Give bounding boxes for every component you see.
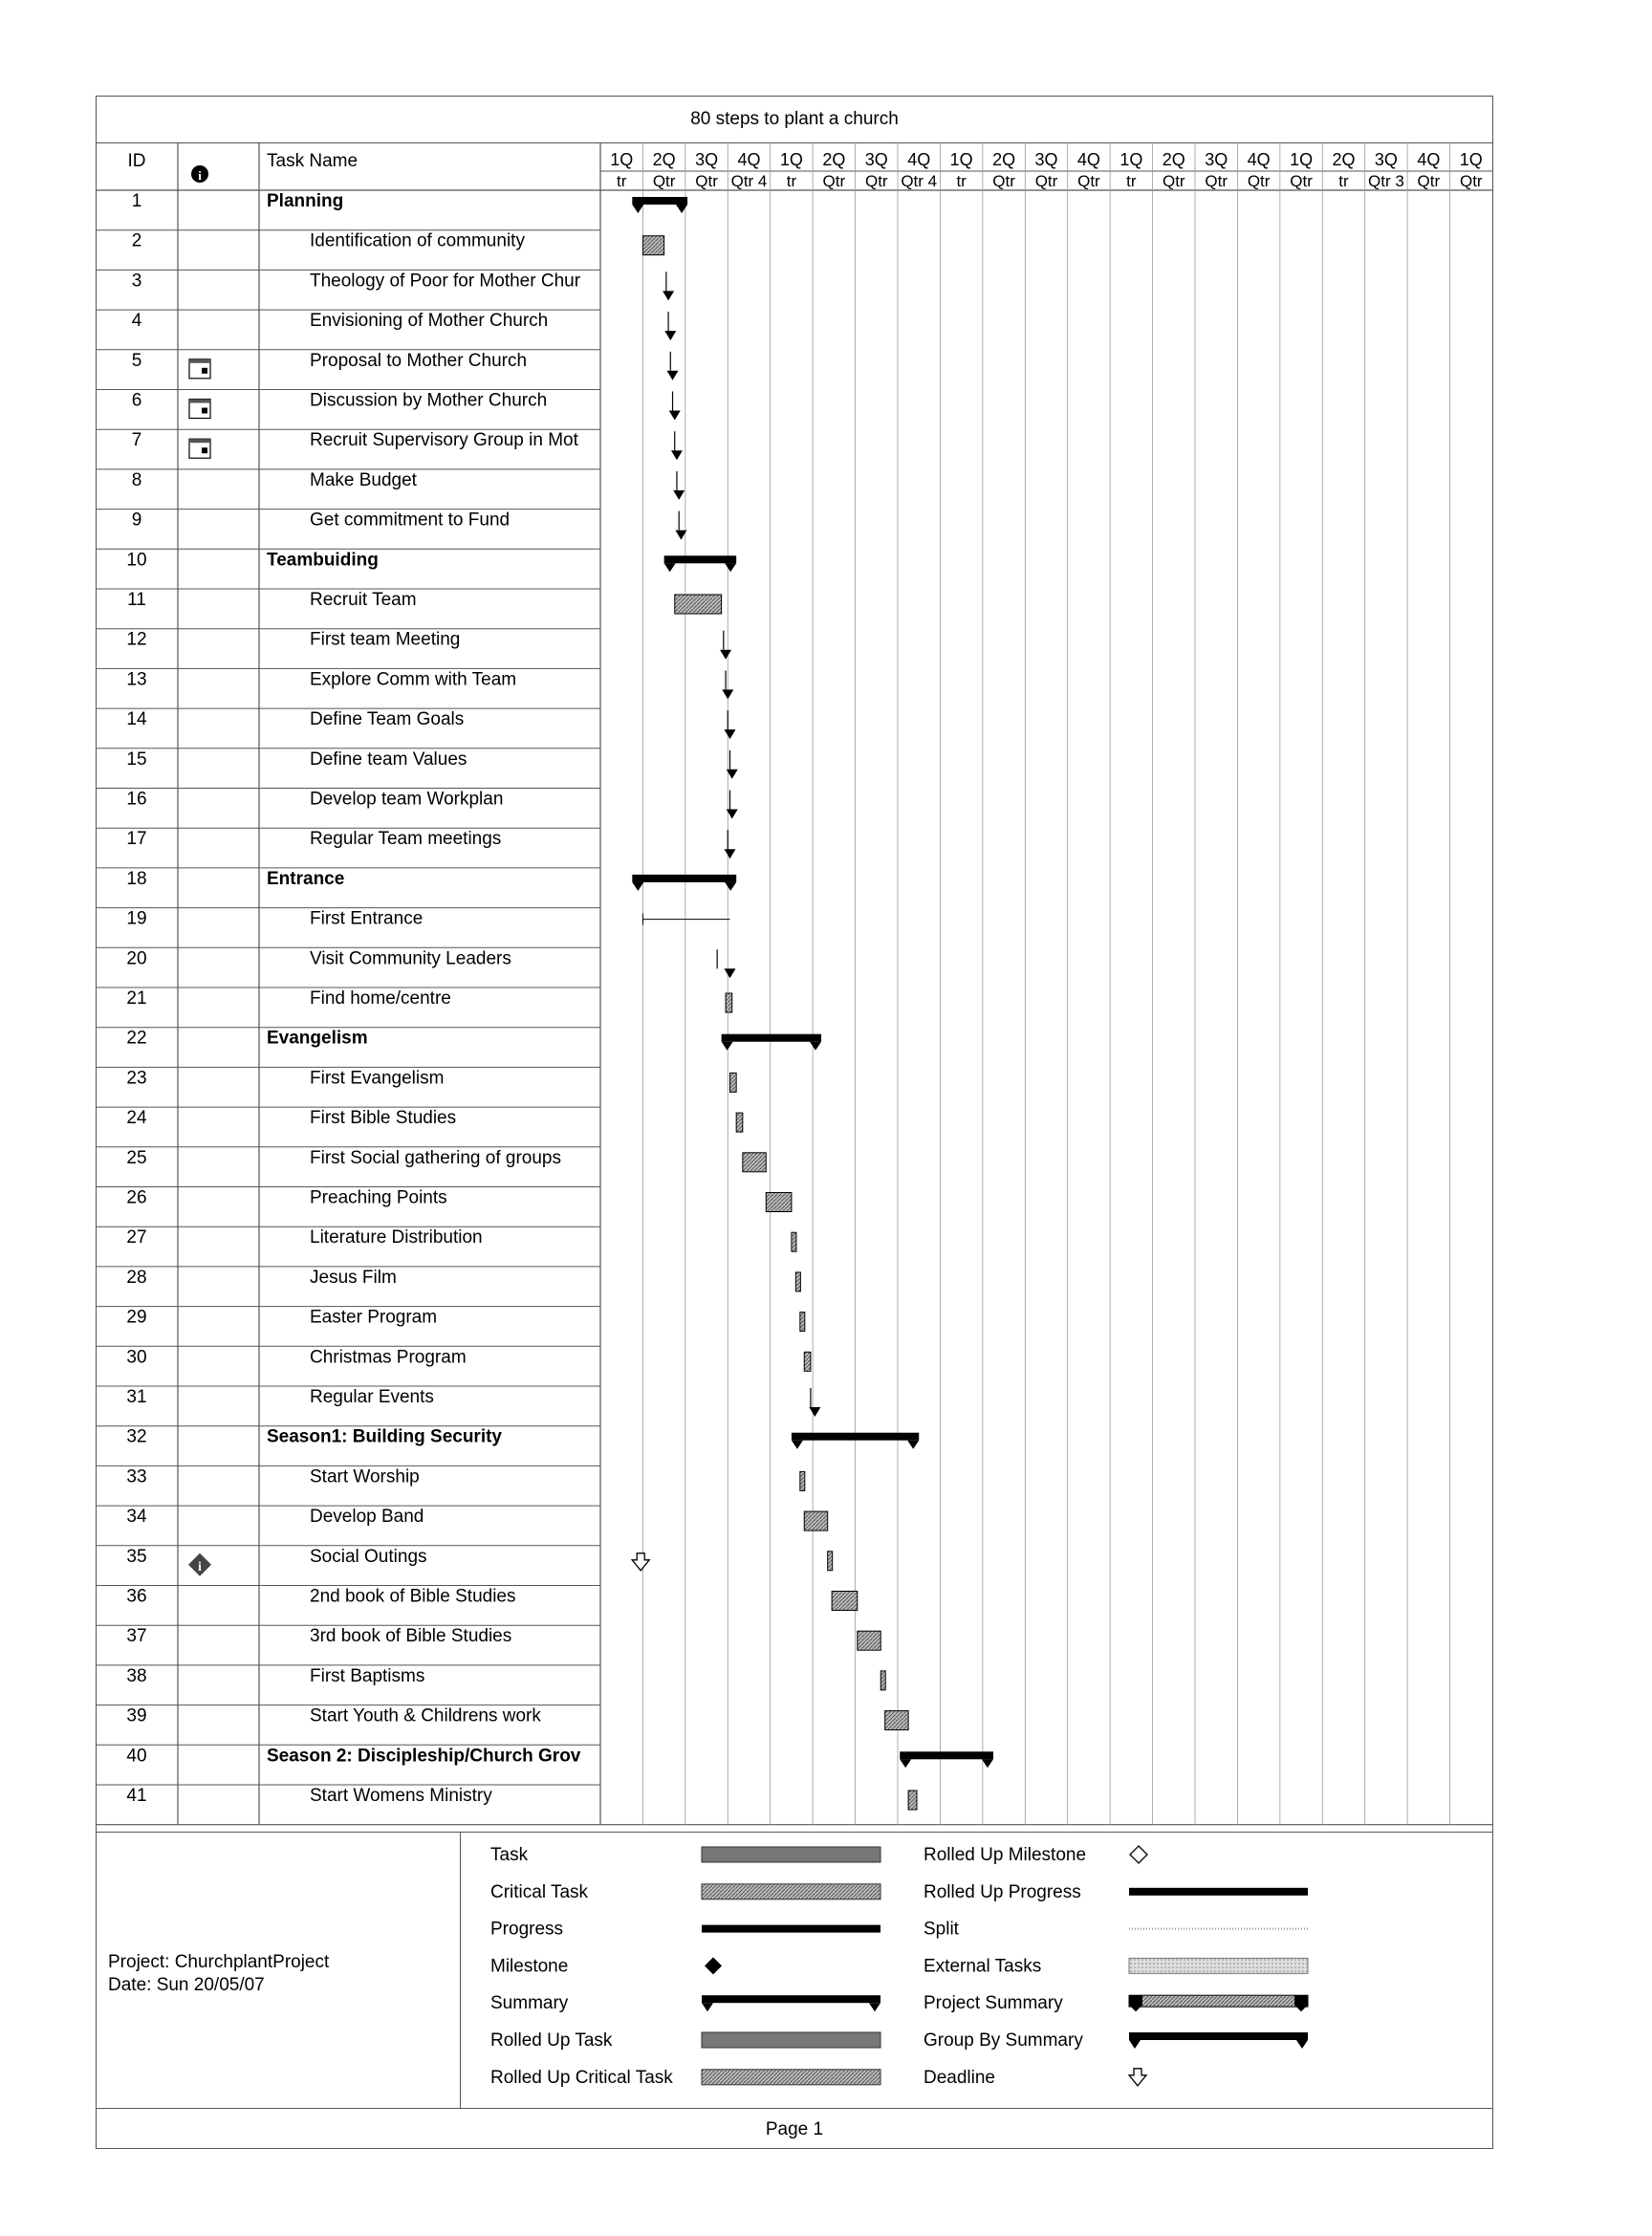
legend-swatch-left <box>705 1957 722 1974</box>
dependency-arrow <box>725 729 736 739</box>
task-name: 3rd book of Bible Studies <box>310 1626 512 1647</box>
task-id: 19 <box>126 908 147 929</box>
timescale-top-label: 1Q <box>1290 150 1314 169</box>
dependency-arrow <box>664 331 676 340</box>
summary-task-name: Season 2: Discipleship/Church Grov <box>267 1746 581 1767</box>
task-id: 9 <box>131 510 142 531</box>
summary-bar-22 <box>722 1034 821 1051</box>
calendar-mark <box>202 408 207 414</box>
task-name: Discussion by Mother Church <box>310 390 548 411</box>
timescale-bottom-label: Qtr 3 <box>1368 172 1404 190</box>
group-summary-swatch-start <box>1129 2040 1141 2049</box>
critical-task-bar-2 <box>642 236 663 255</box>
task-name: First Evangelism <box>310 1068 445 1089</box>
timescale-top-label: 3Q <box>695 150 719 169</box>
task-name: First Entrance <box>310 908 424 929</box>
task-id: 1 <box>131 191 142 211</box>
task-name: Develop Band <box>310 1507 424 1528</box>
critical-task-bar-36 <box>832 1592 858 1611</box>
timescale-top-label: 3Q <box>1374 150 1398 169</box>
dependency-arrow <box>722 689 733 699</box>
link-task-17 <box>725 830 736 858</box>
critical-task-bar-25 <box>743 1153 766 1172</box>
task-name: Recruit Team <box>310 590 417 610</box>
timescale-top-label: 4Q <box>1076 150 1100 169</box>
task-id: 22 <box>126 1028 147 1049</box>
legend-swatch-left <box>702 2032 880 2048</box>
task-id: 23 <box>126 1068 147 1089</box>
timescale-bottom-label: Qtr <box>695 172 718 190</box>
summary-end-cap <box>907 1441 919 1449</box>
link-task-14 <box>725 710 736 739</box>
timescale-bottom-label: Qtr <box>1459 172 1483 190</box>
task-id: 14 <box>126 709 147 730</box>
dependency-arrow <box>725 968 736 978</box>
task-id: 26 <box>126 1187 147 1208</box>
summary-bar-40 <box>900 1751 993 1768</box>
link-task-5 <box>667 352 679 380</box>
timescale-bottom-label: Qtr <box>1247 172 1271 190</box>
summary-bar <box>722 1034 821 1042</box>
link-task-7 <box>671 431 683 460</box>
legend-label-right: Deadline <box>924 2067 995 2088</box>
task-id: 6 <box>131 390 142 411</box>
task-id: 15 <box>126 749 147 770</box>
link-task-31 <box>809 1388 820 1417</box>
task-id: 7 <box>131 430 142 451</box>
timescale-bottom-label: tr <box>1338 172 1349 190</box>
legend-swatch-left <box>702 1884 880 1900</box>
task-name: First Bible Studies <box>310 1108 457 1129</box>
task-swatch <box>702 1847 880 1862</box>
task-name: Develop team Workplan <box>310 789 504 810</box>
legend-swatch-left <box>702 1847 880 1862</box>
critical-task-bar-38 <box>880 1671 885 1690</box>
legend-swatch-right <box>1129 2069 1146 2086</box>
task-name: Identification of community <box>310 230 525 251</box>
timescale-bottom-label: Qtr <box>1290 172 1313 190</box>
summary-start-cap <box>632 882 643 891</box>
task-name: 2nd book of Bible Studies <box>310 1586 516 1607</box>
critical-task-bar-41 <box>908 1791 917 1810</box>
timescale-top-label: 4Q <box>737 150 761 169</box>
dependency-arrow <box>669 411 681 421</box>
task-id: 13 <box>126 669 147 690</box>
task-name: Social Outings <box>310 1546 427 1567</box>
task-name: Proposal to Mother Church <box>310 350 528 371</box>
timescale-bottom-label: Qtr 4 <box>901 172 938 190</box>
task-name: Get commitment to Fund <box>310 510 511 531</box>
task-id: 18 <box>126 868 147 889</box>
timescale-bottom-label: Qtr <box>822 172 846 190</box>
calendar-header <box>189 439 210 443</box>
task-id: 41 <box>126 1786 147 1806</box>
task-name: Jesus Film <box>310 1267 397 1288</box>
task-name: Define Team Goals <box>310 709 465 730</box>
rolled-up-milestone-swatch <box>1130 1846 1147 1863</box>
task-name: Envisioning of Mother Church <box>310 311 549 332</box>
timescale-top-label: 2Q <box>652 150 676 169</box>
link-task-8 <box>673 471 685 500</box>
calendar-mark <box>202 368 207 374</box>
summary-task-name: Planning <box>267 191 344 211</box>
project-name: Project: ChurchplantProject <box>108 1952 330 1972</box>
task-name: Christmas Program <box>310 1347 467 1368</box>
legend-label-left: Progress <box>490 1919 564 1940</box>
link-task-4 <box>664 312 676 340</box>
summary-bar-1 <box>632 197 687 213</box>
timescale-bottom-label: Qtr <box>992 172 1015 190</box>
legend-label-left: Critical Task <box>490 1881 589 1902</box>
task-id: 21 <box>126 988 147 1009</box>
project-summary-swatch-end <box>1294 1995 1308 2011</box>
timescale-bottom-label: Qtr <box>1077 172 1100 190</box>
timescale-top-label: 3Q <box>1034 150 1058 169</box>
summary-bar <box>664 555 737 563</box>
legend-label-left: Summary <box>490 1993 569 2014</box>
legend-label-left: Rolled Up Critical Task <box>490 2067 673 2088</box>
timescale-bottom-label: Qtr <box>1417 172 1441 190</box>
summary-start-cap <box>632 205 643 213</box>
task-id: 37 <box>126 1626 147 1647</box>
dependency-arrow <box>667 371 679 380</box>
project-summary-swatch-bar <box>1129 1995 1308 2007</box>
task-id: 29 <box>126 1307 147 1328</box>
task-id: 33 <box>126 1466 147 1487</box>
summary-bar-10 <box>664 555 737 572</box>
legend <box>97 1832 1494 2118</box>
timescale-top-label: 4Q <box>1247 150 1271 169</box>
external-tasks-swatch <box>1129 1958 1308 1973</box>
critical-task-swatch <box>702 1884 880 1900</box>
timescale-top-label: 1Q <box>1459 150 1483 169</box>
gantt-page-frame <box>96 96 1493 2149</box>
dependency-arrow <box>720 650 731 660</box>
critical-task-bar-23 <box>730 1073 737 1092</box>
legend-label-left: Rolled Up Task <box>490 2030 613 2051</box>
task-id: 40 <box>126 1746 147 1767</box>
calendar-header <box>189 359 210 363</box>
legend-label-right: Project Summary <box>924 1993 1063 2014</box>
task-name: First Social gathering of groups <box>310 1147 561 1168</box>
summary-end-cap <box>725 563 736 572</box>
critical-task-bar-34 <box>804 1511 827 1530</box>
summary-task-name: Evangelism <box>267 1028 368 1049</box>
column-header-id: ID <box>127 151 146 171</box>
dependency-arrow <box>725 849 736 858</box>
task-name: Regular Team meetings <box>310 829 502 850</box>
calendar-icon <box>189 400 210 419</box>
gantt-chart <box>97 97 1494 1832</box>
task-id: 11 <box>127 590 146 610</box>
summary-start-cap <box>792 1441 803 1449</box>
link-task-20 <box>717 949 735 978</box>
timescale-bottom-label: Qtr <box>1162 172 1185 190</box>
dependency-arrow <box>663 291 674 300</box>
legend-label-right: Split <box>924 1919 959 1940</box>
task-id: 5 <box>131 350 142 371</box>
task-id: 31 <box>126 1387 147 1407</box>
calendar-mark <box>202 447 207 453</box>
task-name: Make Budget <box>310 469 417 490</box>
link-task-3 <box>663 271 674 300</box>
deadline-swatch <box>1129 2069 1146 2086</box>
legend-swatch-left <box>702 2070 880 2085</box>
timescale-top-label: 1Q <box>1119 150 1143 169</box>
calendar-icon <box>189 359 210 379</box>
timescale-bottom-label: Qtr <box>652 172 676 190</box>
timescale-top-label: 2Q <box>1162 150 1185 169</box>
task-name: Start Worship <box>310 1466 420 1487</box>
critical-task-bar-21 <box>726 993 732 1012</box>
timescale-bottom-label: tr <box>956 172 967 190</box>
task-id: 17 <box>126 829 147 850</box>
summary-swatch-start <box>702 2003 713 2011</box>
task-name: Regular Events <box>310 1387 434 1407</box>
summary-bar <box>632 197 687 205</box>
timescale-bottom-label: Qtr 4 <box>730 172 768 190</box>
critical-task-bar-27 <box>792 1232 796 1251</box>
legend-swatch-right <box>1129 1995 1308 2011</box>
timescale-top-label: 2Q <box>1332 150 1356 169</box>
info-diamond-glyph: i <box>198 1559 202 1574</box>
timescale-top-label: 1Q <box>779 150 803 169</box>
dependency-arrow <box>671 450 683 460</box>
task-name: Theology of Poor for Mother Chur <box>310 271 581 292</box>
dependency-arrow <box>809 1407 820 1417</box>
task-id: 3 <box>131 271 142 292</box>
info-icon-glyph: i <box>198 168 202 183</box>
timescale-top-label: 1Q <box>949 150 973 169</box>
calendar-header <box>189 400 210 403</box>
timescale-bottom-label: Qtr <box>864 172 888 190</box>
legend-label-right: Rolled Up Progress <box>924 1881 1081 1902</box>
summary-swatch-end <box>869 2003 880 2011</box>
task-name: Find home/centre <box>310 988 451 1009</box>
legend-swatch-right <box>1130 1846 1147 1863</box>
timescale-bottom-label: Qtr <box>1034 172 1058 190</box>
task-id: 39 <box>126 1705 147 1726</box>
task-id: 10 <box>126 550 147 571</box>
timescale-bottom-label: tr <box>1126 172 1137 190</box>
link-task-6 <box>669 392 681 421</box>
task-id: 30 <box>126 1347 147 1368</box>
task-name: Visit Community Leaders <box>310 948 511 969</box>
summary-task-name: Season1: Building Security <box>267 1426 502 1447</box>
timescale-top-label: 3Q <box>864 150 888 169</box>
rolled-up-task-swatch <box>702 2032 880 2048</box>
task-id: 24 <box>126 1108 147 1129</box>
timescale-top-label: 1Q <box>610 150 634 169</box>
task-id: 28 <box>126 1267 147 1288</box>
critical-task-bar-29 <box>800 1313 805 1332</box>
chart-title: 80 steps to plant a church <box>97 97 1492 143</box>
legend-swatch-right <box>1129 1958 1308 1973</box>
critical-task-bar-28 <box>795 1272 800 1292</box>
legend-swatch-right <box>1129 2032 1308 2049</box>
project-summary-swatch-start <box>1129 1995 1142 2011</box>
critical-task-bar-30 <box>804 1352 811 1371</box>
task-name: First team Meeting <box>310 629 461 650</box>
summary-end-cap <box>725 882 736 891</box>
column-header-task-name: Task Name <box>267 151 359 171</box>
task-id: 38 <box>126 1665 147 1686</box>
summary-start-cap <box>722 1042 733 1051</box>
task-name: Start Womens Ministry <box>310 1786 492 1806</box>
legend-label-left: Milestone <box>490 1956 569 1977</box>
critical-task-bar-11 <box>675 595 722 614</box>
task-name: Start Youth & Childrens work <box>310 1705 541 1726</box>
summary-end-cap <box>676 205 687 213</box>
critical-task-bar-39 <box>885 1711 908 1730</box>
link-task-12 <box>720 631 731 660</box>
dependency-arrow <box>673 490 685 500</box>
legend-swatch-right <box>1129 1888 1308 1896</box>
deadline-info-icon <box>188 1553 211 1576</box>
legend-swatch-left <box>702 1995 880 2011</box>
summary-swatch-bar <box>702 1995 880 2003</box>
task-name: Define team Values <box>310 749 467 770</box>
summary-start-cap <box>664 563 676 572</box>
task-id: 25 <box>126 1147 147 1168</box>
legend-label-right: Group By Summary <box>924 2030 1083 2051</box>
task-id: 34 <box>126 1507 147 1528</box>
info-icon <box>191 165 208 183</box>
timescale-top-label: 3Q <box>1205 150 1228 169</box>
calendar-icon <box>189 439 210 458</box>
page-footer: Page 1 <box>97 2108 1492 2151</box>
task-name: First Baptisms <box>310 1665 425 1686</box>
summary-task-name: Teambuiding <box>267 550 379 571</box>
timescale-bottom-label: Qtr <box>1205 172 1228 190</box>
group-summary-swatch-end <box>1296 2040 1308 2049</box>
legend-label-right: External Tasks <box>924 1956 1042 1977</box>
task-name: Explore Comm with Team <box>310 669 517 690</box>
task-id: 16 <box>126 789 147 810</box>
legend-label-left: Task <box>490 1845 529 1865</box>
rolled-up-critical-task-swatch <box>702 2070 880 2085</box>
timescale-top-label: 4Q <box>907 150 931 169</box>
summary-bar-18 <box>632 875 736 891</box>
deadline-marker <box>632 1553 649 1571</box>
task-id: 32 <box>126 1426 147 1447</box>
task-id: 8 <box>131 469 142 490</box>
summary-end-cap <box>982 1759 993 1768</box>
timescale-bottom-label: tr <box>617 172 627 190</box>
legend-label-right: Rolled Up Milestone <box>924 1845 1087 1865</box>
timescale-top-label: 2Q <box>992 150 1016 169</box>
task-name: Recruit Supervisory Group in Mot <box>310 430 578 451</box>
task-id: 36 <box>126 1586 147 1607</box>
group-summary-swatch-bar <box>1129 2032 1308 2040</box>
timescale-bottom-label: tr <box>786 172 797 190</box>
timescale-top-label: 4Q <box>1417 150 1441 169</box>
progress-swatch <box>702 1925 880 1933</box>
project-date: Date: Sun 20/05/07 <box>108 1975 265 1995</box>
milestone-swatch <box>705 1957 722 1974</box>
summary-bar <box>900 1751 993 1759</box>
critical-task-bar-33 <box>800 1471 805 1490</box>
legend-swatch-left <box>702 1925 880 1933</box>
task-name: Preaching Points <box>310 1187 447 1208</box>
critical-task-bar-37 <box>858 1631 880 1650</box>
critical-task-bar-26 <box>766 1193 792 1212</box>
rolled-up-progress-swatch <box>1129 1888 1308 1896</box>
task-id: 20 <box>126 948 147 969</box>
task-name: Easter Program <box>310 1307 438 1328</box>
critical-task-bar-35 <box>828 1552 833 1571</box>
summary-bar <box>792 1433 919 1441</box>
summary-bar <box>632 875 736 882</box>
task-id: 2 <box>131 230 142 251</box>
summary-task-name: Entrance <box>267 868 345 889</box>
critical-task-bar-24 <box>736 1113 743 1132</box>
task-name: Literature Distribution <box>310 1227 483 1248</box>
task-id: 27 <box>126 1227 147 1248</box>
task-id: 4 <box>131 311 142 332</box>
summary-end-cap <box>810 1042 821 1051</box>
summary-start-cap <box>900 1759 911 1768</box>
task-id: 35 <box>126 1546 147 1567</box>
split-bar-19 <box>642 914 729 925</box>
timescale-top-label: 2Q <box>822 150 846 169</box>
task-id: 12 <box>126 629 147 650</box>
